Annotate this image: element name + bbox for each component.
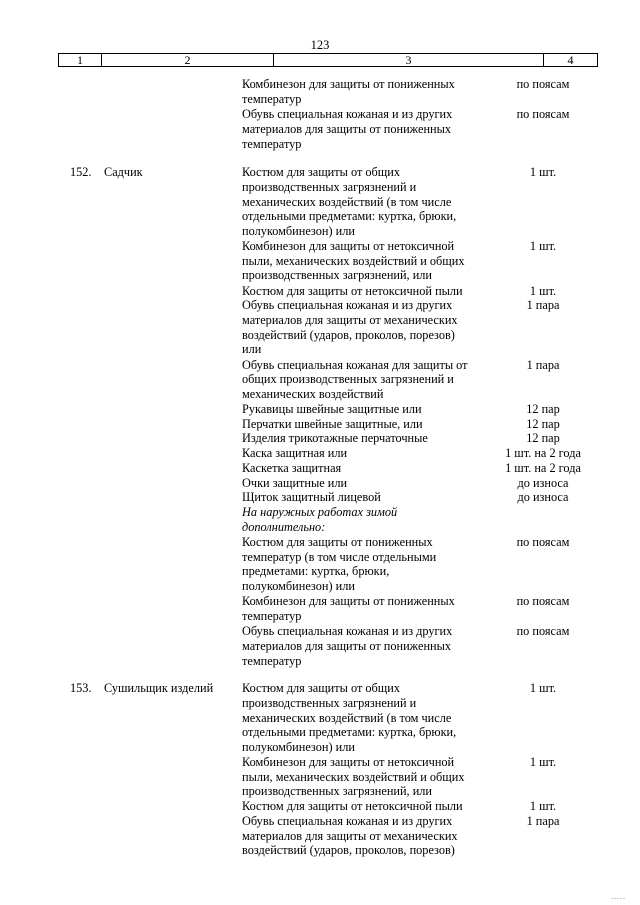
- item-line: производственных загрязнений и: [242, 696, 417, 710]
- item-line: Костюм для защиты от общих: [242, 681, 400, 695]
- item-quantity: 1 шт. на 2 года: [505, 446, 581, 460]
- item-line: материалов для защиты от пониженных: [242, 122, 452, 136]
- section-note: дополнительно:: [242, 520, 326, 534]
- item-line: пыли, механических воздействий и общих: [242, 254, 465, 268]
- item-line: отдельными предметами: куртка, брюки,: [242, 725, 457, 739]
- item-line: механических воздействий: [242, 387, 384, 401]
- item-quantity: до износа: [517, 476, 569, 490]
- item-line: полукомбинезон) или: [242, 224, 355, 238]
- item-quantity: 12 пар: [526, 402, 560, 416]
- item-line: Комбинезон для защиты от нетоксичной: [242, 755, 455, 769]
- item-quantity: по поясам: [516, 624, 570, 638]
- item-line: температур (в том числе отдельными: [242, 550, 437, 564]
- item-quantity: 1 шт.: [529, 284, 557, 298]
- profession-name: Садчик: [104, 165, 143, 179]
- item-line: Костюм для защиты от нетоксичной пыли: [242, 284, 463, 298]
- item-line: Обувь специальная кожаная и из других: [242, 298, 453, 312]
- header-col-3: 3: [405, 53, 412, 67]
- item-line: Очки защитные или: [242, 476, 348, 490]
- item-line: Обувь специальная кожаная и из других: [242, 624, 453, 638]
- item-quantity: по поясам: [516, 594, 570, 608]
- table-header: [58, 53, 598, 67]
- item-quantity: по поясам: [516, 107, 570, 121]
- item-line: температур: [242, 609, 302, 623]
- item-line: полукомбинезон) или: [242, 579, 355, 593]
- item-quantity: до износа: [517, 490, 569, 504]
- item-quantity: 1 шт.: [529, 681, 557, 695]
- item-line: производственных загрязнений, или: [242, 268, 433, 282]
- item-line: полукомбинезон) или: [242, 740, 355, 754]
- entry-number: 152.: [70, 165, 92, 179]
- item-quantity: 1 шт.: [529, 799, 557, 813]
- item-line: производственных загрязнений и: [242, 180, 417, 194]
- item-quantity: 12 пар: [526, 431, 560, 445]
- entry-number: 153.: [70, 681, 92, 695]
- profession-name: Сушильщик изделий: [104, 681, 214, 695]
- item-line: Костюм для защиты от нетоксичной пыли: [242, 799, 463, 813]
- item-line: температур: [242, 92, 302, 106]
- item-quantity: по поясам: [516, 535, 570, 549]
- item-quantity: 1 пара: [526, 358, 560, 372]
- item-quantity: 12 пар: [526, 417, 560, 431]
- item-line: Перчатки швейные защитные, или: [242, 417, 423, 431]
- header-col-2: 2: [184, 53, 191, 67]
- item-line: отдельными предметами: куртка, брюки,: [242, 209, 457, 223]
- item-line: пыли, механических воздействий и общих: [242, 770, 465, 784]
- header-col-4: 4: [567, 53, 574, 67]
- page-number: 123: [310, 38, 330, 52]
- item-line: Каска защитная или: [242, 446, 348, 460]
- item-line: Изделия трикотажные перчаточные: [242, 431, 428, 445]
- item-line: предметами: куртка, брюки,: [242, 564, 390, 578]
- scan-marks: .....: [611, 892, 626, 901]
- item-line: Каскетка защитная: [242, 461, 342, 475]
- item-quantity: 1 шт.: [529, 239, 557, 253]
- item-line: температур: [242, 137, 302, 151]
- item-quantity: 1 шт.: [529, 165, 557, 179]
- item-line: Обувь специальная кожаная для защиты от: [242, 358, 468, 372]
- item-line: Комбинезон для защиты от пониженных: [242, 77, 455, 91]
- item-line: общих производственных загрязнений и: [242, 372, 454, 386]
- section-note: На наружных работах зимой: [242, 505, 398, 519]
- item-line: производственных загрязнений, или: [242, 784, 433, 798]
- item-line: температур: [242, 654, 302, 668]
- item-line: Щиток защитный лицевой: [242, 490, 381, 504]
- item-line: механических воздействий (в том числе: [242, 711, 452, 725]
- item-line: Комбинезон для защиты от нетоксичной: [242, 239, 455, 253]
- item-line: или: [242, 342, 262, 356]
- item-line: Обувь специальная кожаная и из других: [242, 814, 453, 828]
- item-quantity: 1 пара: [526, 298, 560, 312]
- item-line: механических воздействий (в том числе: [242, 195, 452, 209]
- header-col-1: 1: [77, 53, 83, 67]
- item-line: воздействий (ударов, проколов, порезов): [242, 328, 455, 342]
- item-line: Костюм для защиты от пониженных: [242, 535, 433, 549]
- item-line: Костюм для защиты от общих: [242, 165, 400, 179]
- item-line: материалов для защиты от механических: [242, 313, 458, 327]
- item-quantity: 1 шт.: [529, 755, 557, 769]
- item-quantity: 1 шт. на 2 года: [505, 461, 581, 475]
- item-quantity: 1 пара: [526, 814, 560, 828]
- item-line: Обувь специальная кожаная и из других: [242, 107, 453, 121]
- item-line: Рукавицы швейные защитные или: [242, 402, 422, 416]
- item-quantity: по поясам: [516, 77, 570, 91]
- item-line: воздействий (ударов, проколов, порезов): [242, 843, 455, 857]
- item-line: материалов для защиты от механических: [242, 829, 458, 843]
- item-line: материалов для защиты от пониженных: [242, 639, 452, 653]
- item-line: Комбинезон для защиты от пониженных: [242, 594, 455, 608]
